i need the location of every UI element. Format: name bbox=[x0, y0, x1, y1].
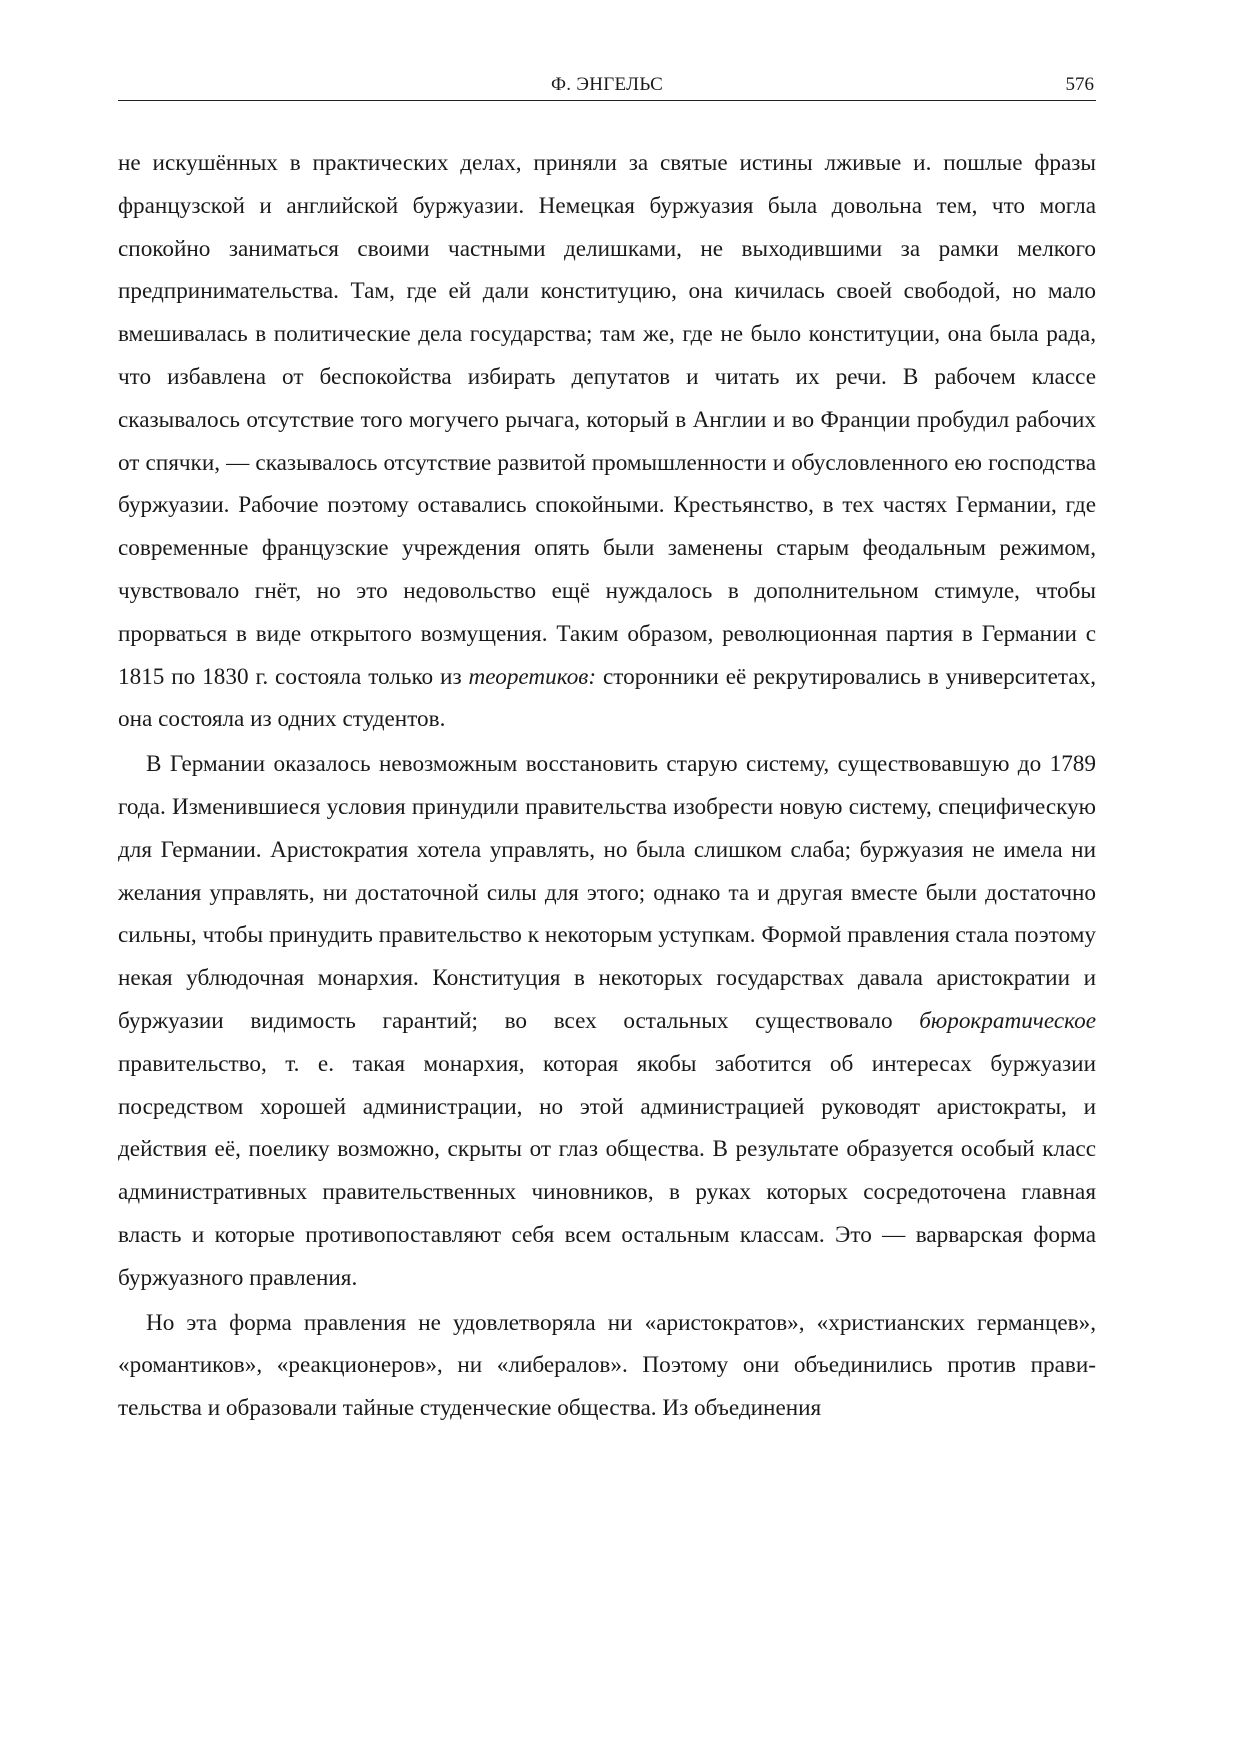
paragraph-2-italic-term: бюрократическое bbox=[919, 1007, 1096, 1034]
paragraph-3 bbox=[118, 1302, 1096, 1430]
paragraph-1-text-b: сторонники её рекрутировались в университетах, она состояла из одних студентов. bbox=[118, 663, 1096, 733]
paragraph-3-text: Но эта форма правления не удовлетворяла ни «аристократов», «христианских германцев», «романтиков», «реакционеров», ни «либералов». Поэтому они объединились против правительства и образовали тайные студенческие общества. Из объединения bbox=[118, 1309, 1096, 1422]
paragraph-2 bbox=[118, 743, 1096, 1299]
paragraph-1 bbox=[118, 142, 1096, 741]
paragraph-2-text-a: В Германии оказалось невозможным восстановить старую систему, существовавшую до 1789 года. Изменившиеся условия принудили правительства изобрести новую систему, специфическую для Германии. Аристократия хотела управлять, но была слишком слаба; буржуазия не имела ни желания управлять, ни достаточной силы для этого; однако та и другая вместе были достаточно сильны, чтобы принудить правительство к некоторым уступкам. Формой правления стала поэтому некая ублюдочная монархия. Конституция в некоторых государствах давала аристократии и буржуазии видимость гарантий; во всех остальных существовало bbox=[118, 751, 1096, 1034]
paragraph-1-italic-term: теоретиков: bbox=[468, 663, 597, 690]
running-header bbox=[118, 72, 1096, 101]
body-text bbox=[118, 142, 1096, 1432]
page-number: 576 bbox=[1065, 74, 1094, 95]
paragraph-1-text-a: не искушённых в практических делах, приняли за святые истины лживые и. пошлые фразы французской и английской буржуазии. Немецкая буржуазия была довольна тем, что могла спокойно заниматься своими частными делишками, не выходившими за рамки мелкого предпринимательства. Там, где ей дали конституцию, она кичилась своей свободой, но мало вмешивалась в политические дела государства; там же, где не было конституции, она была рада, что избавлена от беспокойства избирать депутатов и читать их речи. В рабочем классе сказывалось отсутствие того могучего рычага, который в Англии и во Франции пробудил рабочих от спячки, — сказывалось отсутствие развитой промышленности и обусловленного ею господства буржуазии. Рабочие поэтому оставались спокойными. Крестьянство, в тех частях Германии, где современные французские учреждения опять были заменены старым феодальным режимом, чувствовало гнёт, но это недовольство ещё нуждалось в дополнительном стимуле, чтобы прорваться в виде открытого возмущения. Таким образом, революционная партия в Германии с 1815 по 1830 г. состояла только из bbox=[118, 150, 1096, 690]
paragraph-2-text-b: правительство, т. е. такая монархия, которая якобы заботится об интересах буржуазии посредством хорошей администрации, но этой администрацией руководят аристократы, и действия её, поелику возможно, скрыты от глаз общества. В результате образуется особый класс административных правительственных чиновников, в руках которых сосредоточена главная власть и которые противопоставляют себя всем остальным классам. Это — варварская форма буржуазного правления. bbox=[118, 1050, 1096, 1291]
header-author: Ф. ЭНГЕЛЬС bbox=[550, 74, 664, 95]
